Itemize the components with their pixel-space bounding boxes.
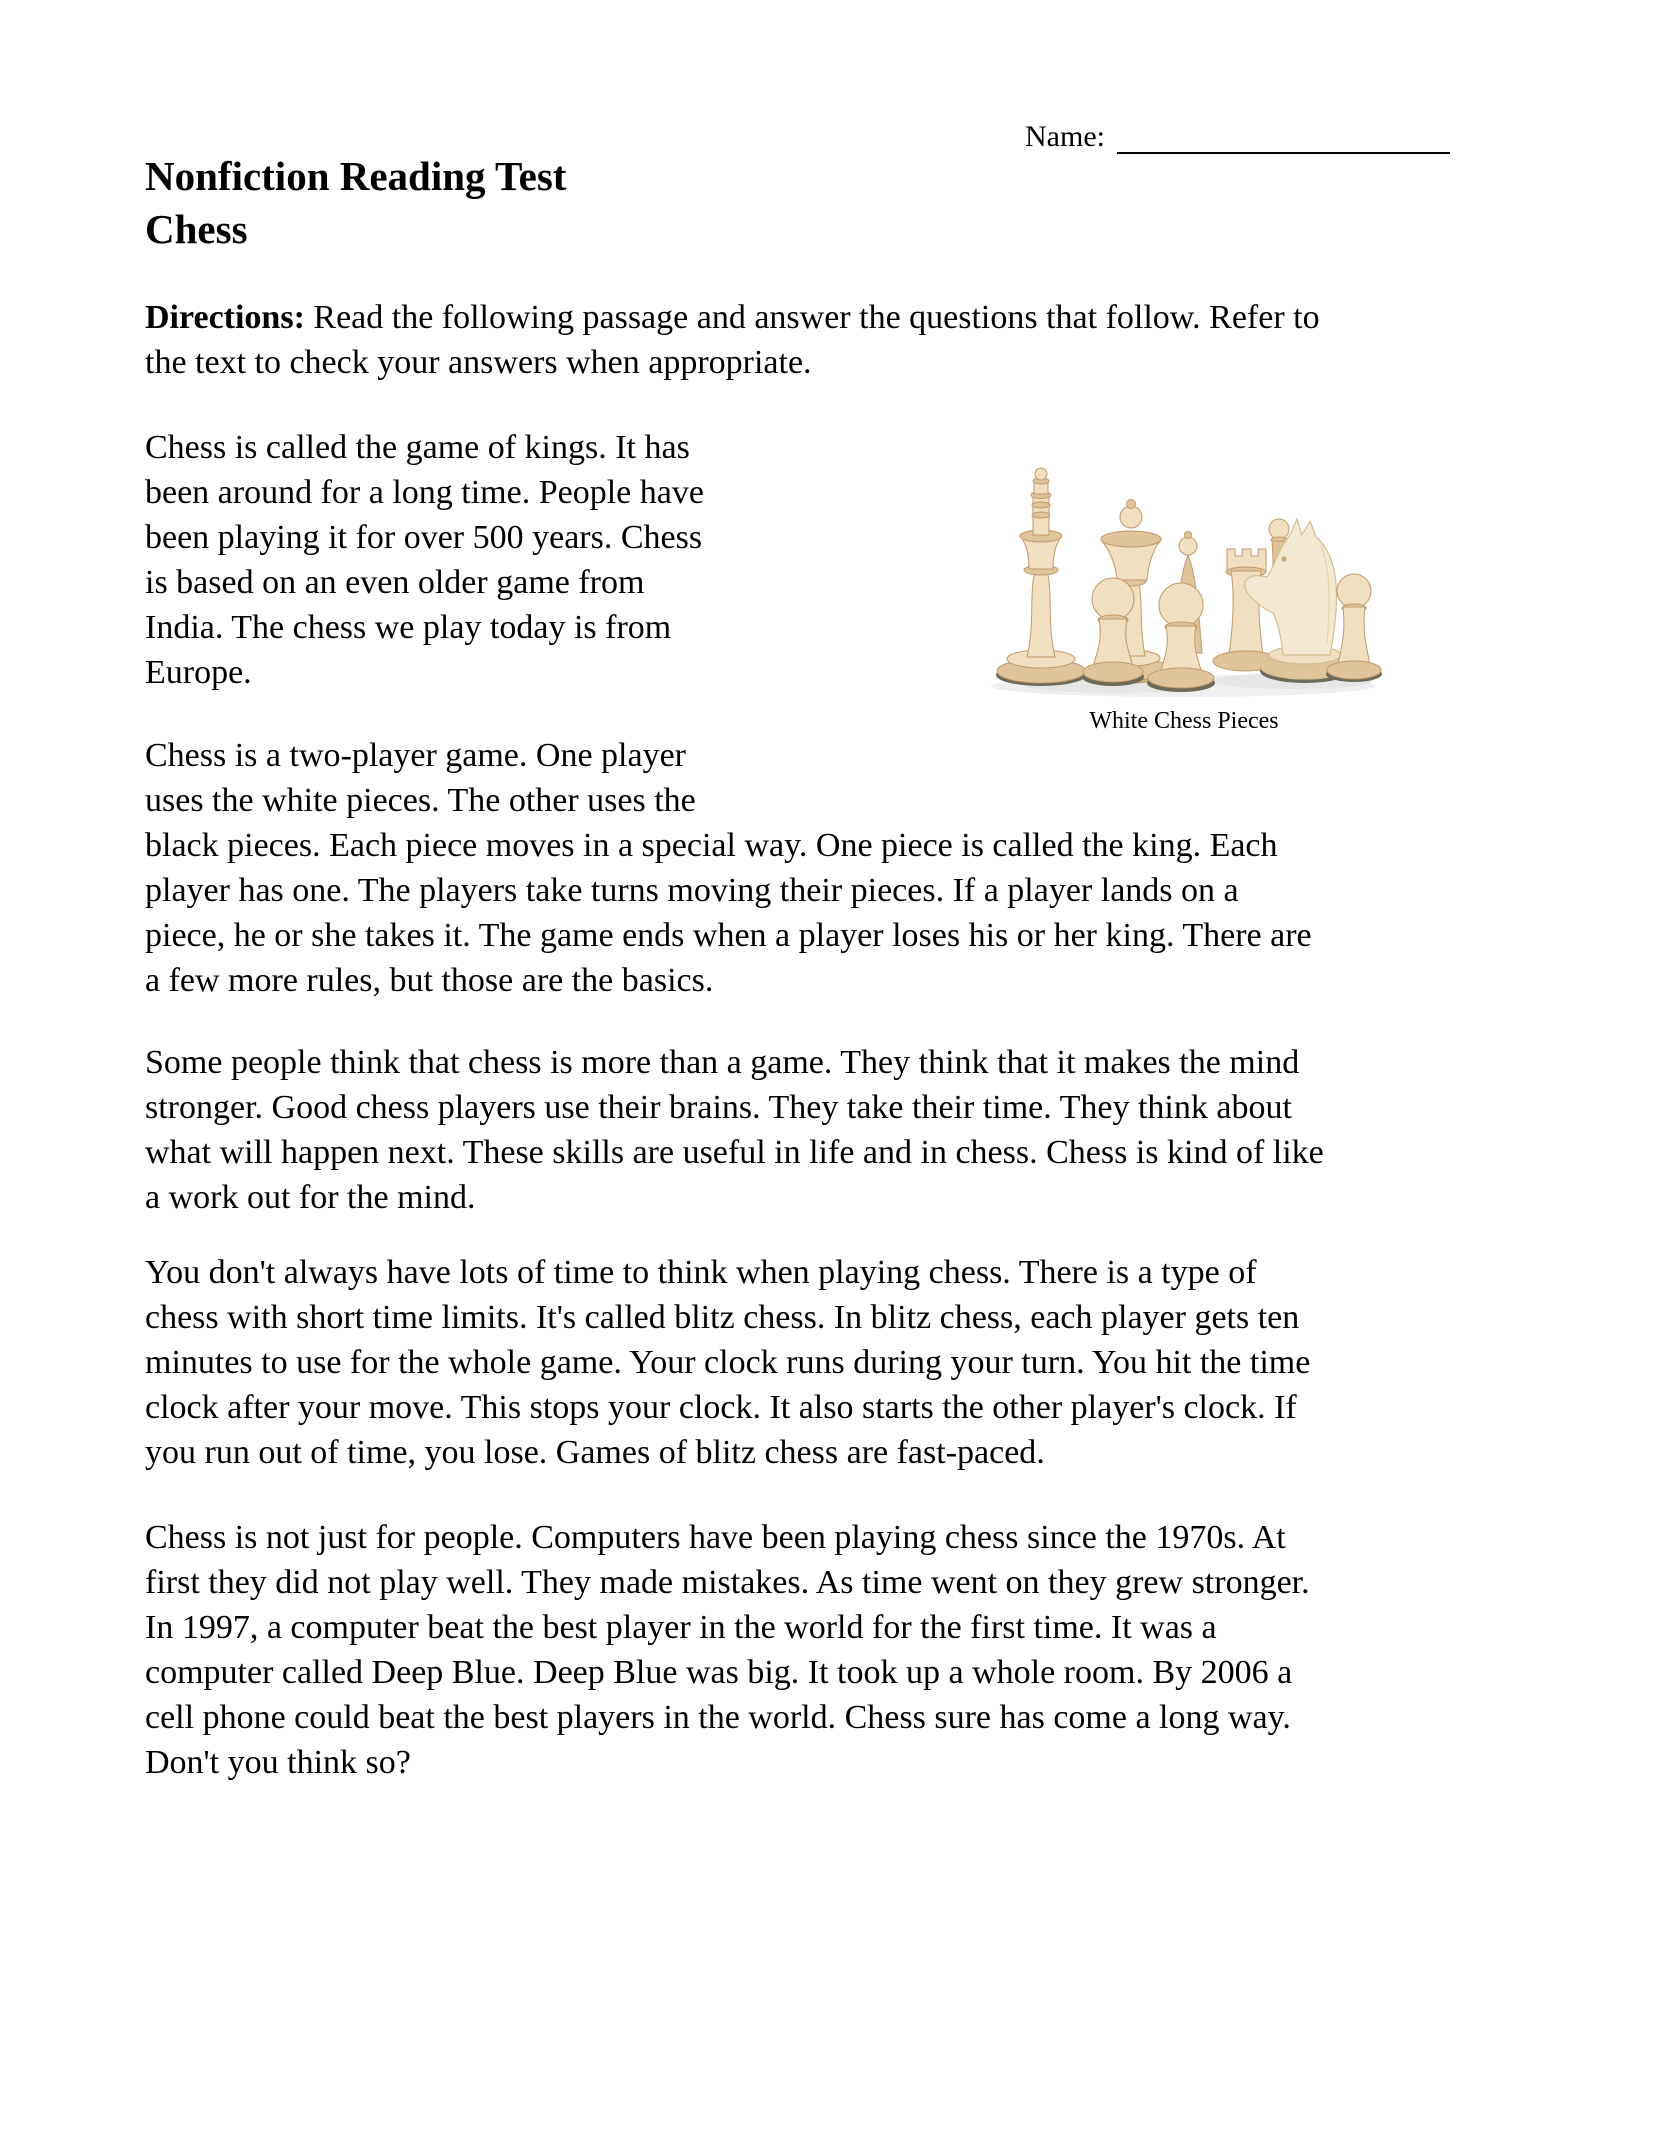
name-field-row	[1025, 120, 1450, 154]
passage-line: uses the white pieces. The other uses the	[145, 782, 696, 819]
paragraph-5	[145, 1515, 1535, 1785]
passage-line: Chess is called the game of kings. It has	[145, 429, 690, 466]
passage-line: chess with short time limits. It's called blitz chess. In blitz chess, each player gets ten	[145, 1299, 1300, 1336]
passage-line: Don't you think so?	[145, 1744, 411, 1781]
passage-line: a work out for the mind.	[145, 1179, 476, 1216]
passage-line: computer called Deep Blue. Deep Blue was big. It took up a whole room. By 2006 a	[145, 1654, 1293, 1691]
passage-line: cell phone could beat the best players in the world. Chess sure has come a long way.	[145, 1699, 1291, 1736]
passage-line: clock after your move. This stops your clock. It also starts the other player's clock. If	[145, 1389, 1297, 1426]
passage-line: been playing it for over 500 years. Chess	[145, 519, 703, 556]
paragraph-3	[145, 1040, 1535, 1220]
passage-line: India. The chess we play today is from	[145, 609, 672, 646]
name-label: Name:	[1025, 120, 1105, 153]
passage-line: minutes to use for the whole game. Your clock runs during your turn. You hit the time	[145, 1344, 1311, 1381]
passage-line: Chess is not just for people. Computers have been playing chess since the 1970s. At	[145, 1519, 1286, 1556]
paragraph-4	[145, 1250, 1535, 1475]
passage-line: Some people think that chess is more than a game. They think that it makes the mind	[145, 1044, 1300, 1081]
directions-text: Read the following passage and answer the questions that follow. Refer to	[313, 299, 1320, 336]
white-chess-pieces-image	[983, 443, 1385, 701]
passage-line: what will happen next. These skills are useful in life and in chess. Chess is kind of like	[145, 1134, 1324, 1171]
passage-line: you run out of time, you lose. Games of blitz chess are fast-paced.	[145, 1434, 1045, 1471]
directions	[145, 295, 1515, 385]
directions-line-2: the text to check your answers when appropriate.	[145, 344, 812, 381]
paragraph-2	[145, 733, 1535, 1003]
chess-figure	[983, 443, 1385, 735]
passage-line: In 1997, a computer beat the best player in the world for the first time. It was a	[145, 1609, 1217, 1646]
passage-line: black pieces. Each piece moves in a special way. One piece is called the king. Each	[145, 827, 1278, 864]
passage-line: a few more rules, but those are the basics.	[145, 962, 714, 999]
passage-line: You don't always have lots of time to think when playing chess. There is a type of	[145, 1254, 1257, 1291]
figure-caption: White Chess Pieces	[1089, 708, 1279, 734]
passage-line: Chess is a two-player game. One player	[145, 737, 686, 774]
directions-line-1	[145, 295, 1515, 340]
passage-line: Europe.	[145, 654, 252, 691]
title-line-1: Nonfiction Reading Test	[145, 153, 567, 199]
passage-line: piece, he or she takes it. The game ends when a player loses his or her king. There are	[145, 917, 1312, 954]
title-line-2: Chess	[145, 206, 248, 252]
passage-line: stronger. Good chess players use their brains. They take their time. They think about	[145, 1089, 1292, 1126]
paragraph-1	[145, 425, 815, 695]
directions-label: Directions:	[145, 299, 305, 336]
passage-line: is based on an even older game from	[145, 564, 645, 601]
passage-line: first they did not play well. They made mistakes. As time went on they grew stronger.	[145, 1564, 1310, 1601]
name-blank-line	[1117, 120, 1450, 154]
passage-line: been around for a long time. People have	[145, 474, 704, 511]
page-title	[145, 150, 566, 256]
passage-line: player has one. The players take turns moving their pieces. If a player lands on a	[145, 872, 1239, 909]
